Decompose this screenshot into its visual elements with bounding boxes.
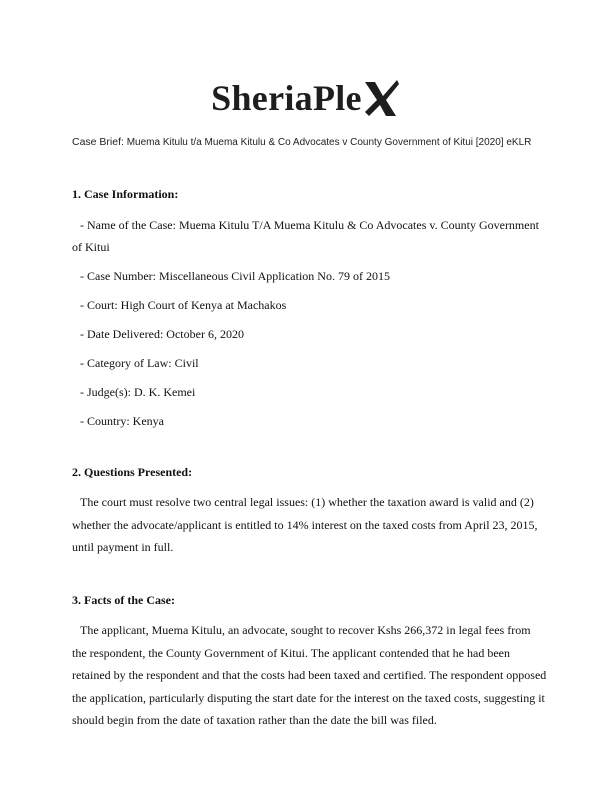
facts-of-case-text: The applicant, Muema Kitulu, an advocate, sought to recover Kshs 266,372 in legal fees from the respondent, the County Government of Kitui. The applicant contended that he had been retained by the respondent and that the costs had been taxed and certified. The respondent opposed the application, particularly disputing the start date for the interest on the taxed costs, suggesting it should begin from the date of taxation rather than the date the bill was filed. [72,623,547,727]
case-name-item: - Name of the Case: Muema Kitulu T/A Muema Kitulu & Co Advocates v. County Government of Kitui [72,218,539,254]
case-number-item: - Case Number: Miscellaneous Civil Application No. 79 of 2015 [80,269,390,283]
document-title [72,136,552,148]
logo-wordmark: SheriaPle [211,78,362,118]
judges-item: - Judge(s): D. K. Kemei [80,385,196,399]
case-information-list [72,214,547,432]
title-case-name: Muema Kitulu t/a Muema Kitulu & Co Advocates v County Government of Kitui [2020] eKLR [123,137,532,148]
country-item: - Country: Kenya [80,414,164,428]
sheriaplex-logo [0,72,612,124]
court-item: - Court: High Court of Kenya at Machakos [80,298,287,312]
questions-presented-heading: 2. Questions Presented: [72,465,193,479]
facts-of-case-section [72,592,547,732]
questions-presented-section [72,464,547,559]
case-information-heading: 1. Case Information: [72,187,179,201]
case-information-section [72,186,547,432]
logo-x-mark [361,78,401,118]
questions-presented-text: The court must resolve two central legal issues: (1) whether the taxation award is valid and (2) whether the advocate/applicant is entitled to 14% interest on the taxed costs from April 23, 2015, until payment in full. [72,495,538,554]
facts-of-case-heading: 3. Facts of the Case: [72,593,175,607]
category-of-law-item: - Category of Law: Civil [80,356,199,370]
title-lead: Case Brief: [72,136,124,148]
date-delivered-item: - Date Delivered: October 6, 2020 [80,327,244,341]
